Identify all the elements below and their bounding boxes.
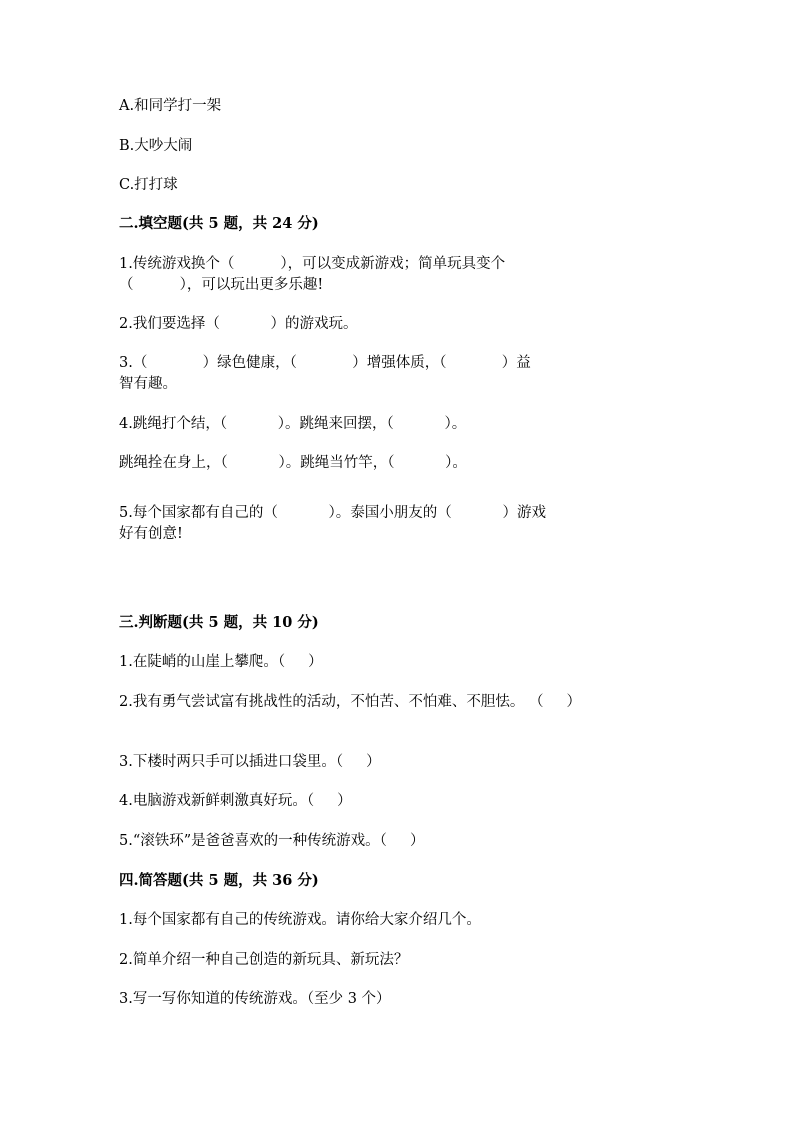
true-false-q2: 2.我有勇气尝试富有挑战性的活动，不怕苦、不怕难、不胆怯。 （ ） — [119, 694, 581, 710]
section-heading-true-false: 三.判断题(共 5 题，共 10 分) — [119, 614, 319, 631]
short-answer-q3: 3.写一写你知道的传统游戏。（至少 3 个） — [119, 991, 391, 1007]
true-false-q4: 4.电脑游戏新鲜刺激真好玩。（ ） — [119, 793, 352, 809]
fill-blank-q1-line2: （ ），可以玩出更多乐趣! — [119, 277, 324, 293]
fill-blank-q5-line2: 好有创意! — [119, 526, 183, 542]
option-b: B.大吵大闹 — [119, 138, 193, 154]
fill-blank-q3-line2: 智有趣。 — [119, 376, 177, 392]
fill-blank-q4-line1: 4.跳绳打个结，（ ）。跳绳来回摆，（ ）。 — [119, 416, 467, 432]
section-heading-short-answer: 四.简答题(共 5 题，共 36 分) — [119, 872, 319, 889]
short-answer-q1: 1.每个国家都有自己的传统游戏。请你给大家介绍几个。 — [119, 912, 481, 928]
section-heading-fill-blank: 二.填空题(共 5 题，共 24 分) — [119, 215, 319, 232]
fill-blank-q5-line1: 5.每个国家都有自己的（ ）。泰国小朋友的（ ）游戏 — [119, 505, 546, 521]
true-false-q5: 5.“滚铁环”是爸爸喜欢的一种传统游戏。（ ） — [119, 833, 425, 849]
fill-blank-q1-line1: 1.传统游戏换个（ ），可以变成新游戏；简单玩具变个 — [119, 256, 506, 272]
true-false-q3: 3.下楼时两只手可以插进口袋里。（ ） — [119, 754, 381, 770]
fill-blank-q3-line1: 3.（ ）绿色健康，（ ）增强体质，（ ）益 — [119, 355, 531, 371]
option-c: C.打打球 — [119, 177, 178, 193]
option-a: A.和同学打一架 — [119, 98, 222, 114]
fill-blank-q2: 2.我们要选择（ ）的游戏玩。 — [119, 316, 358, 332]
short-answer-q2: 2.简单介绍一种自己创造的新玩具、新玩法？ — [119, 952, 409, 968]
true-false-q1: 1.在陡峭的山崖上攀爬。（ ） — [119, 654, 323, 670]
fill-blank-q4-line2: 跳绳拴在身上，（ ）。跳绳当竹竿，（ ）。 — [119, 455, 467, 471]
